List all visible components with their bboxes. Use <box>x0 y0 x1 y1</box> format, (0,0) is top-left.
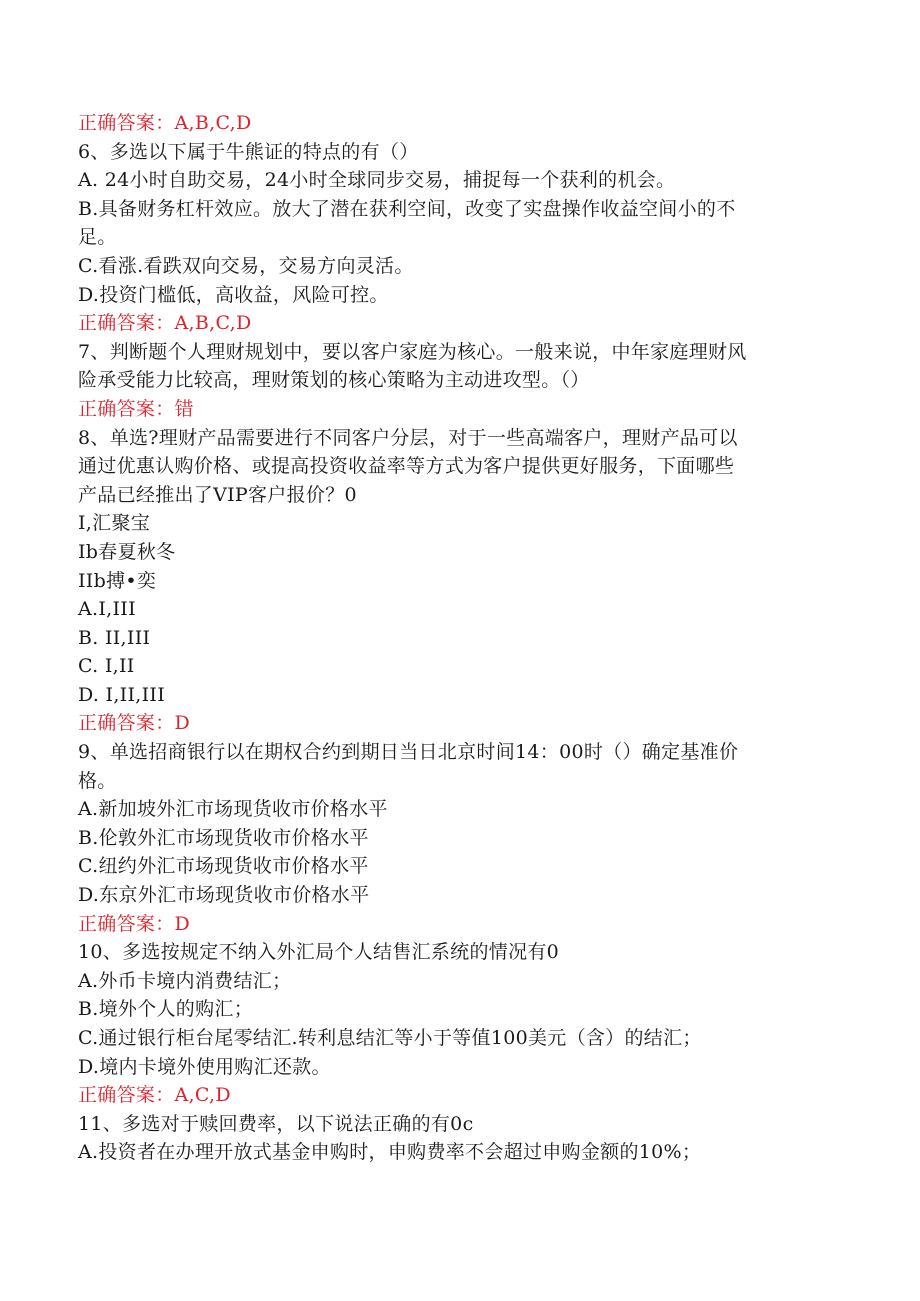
answer-value: A,B,C,D <box>174 312 252 335</box>
text-line: C.看涨.看跌双向交易，交易方向灵活。 <box>78 254 414 277</box>
text-line: 9、单选招商银行以在期权合约到期日当日北京时间14：00时（）确定基准价 <box>78 741 739 764</box>
answer-label: 正确答案： <box>78 1084 175 1107</box>
text-line: I,汇聚宝 <box>78 512 151 535</box>
text-line: C. I,II <box>78 655 135 678</box>
text-line: A. 24小时自助交易，24小时全球同步交易，捕捉每一个获利的机会。 <box>78 169 676 192</box>
answer-value: A,B,C,D <box>174 112 252 134</box>
text-line: 10、多选按规定不纳入外汇局个人结售汇系统的情况有0 <box>78 941 560 964</box>
text-line: D. I,II,III <box>78 683 166 706</box>
text-line: 通过优惠认购价格、或提高投资收益率等方式为客户提供更好服务，下面哪些 <box>78 455 735 478</box>
answer-label: 正确答案： <box>78 312 175 335</box>
answer-line <box>78 309 838 338</box>
answer-label: 正确答案： <box>78 397 175 420</box>
answer-line <box>78 910 838 939</box>
text-line: D.投资门槛低，高收益，风险可控。 <box>78 283 389 306</box>
text-line: 6、多选以下属于牛熊证的特点的有（） <box>78 140 419 163</box>
answer-value: D <box>174 712 191 735</box>
text-line: 11、多选对于赎回费率，以下说法正确的有0c <box>78 1112 474 1135</box>
answer-line <box>78 1081 838 1110</box>
answer-label: 正确答案： <box>78 112 175 134</box>
answer-value: 错 <box>174 397 194 420</box>
text-line: B.伦敦外汇市场现货收市价格水平 <box>78 826 369 849</box>
text-line: D.境内卡境外使用购汇还款。 <box>78 1055 331 1078</box>
answer-label: 正确答案： <box>78 912 175 935</box>
text-line: D.东京外汇市场现货收市价格水平 <box>78 884 370 907</box>
text-line: A.投资者在办理开放式基金申购时，申购费率不会超过申购金额的10%； <box>78 1141 702 1164</box>
text-line: A.新加坡外汇市场现货收市价格水平 <box>78 798 388 821</box>
answer-line <box>78 709 838 738</box>
text-line: A.I,III <box>78 598 136 621</box>
text-line: A.外币卡境内消费结汇； <box>78 969 292 992</box>
text-line: 格。 <box>78 769 117 792</box>
text-line: C.通过银行柜台尾零结汇.转利息结汇等小于等值100美元（含）的结汇； <box>78 1027 702 1049</box>
answer-label: 正确答案： <box>78 712 175 735</box>
answer-value: D <box>174 912 191 935</box>
answer-value: A,C,D <box>174 1084 231 1107</box>
text-line: IIb搏•奕 <box>78 569 157 592</box>
text-line: B. II,III <box>78 626 151 649</box>
text-line: 7、判断题个人理财规划中，要以客户家庭为核心。一般来说，中年家庭理财风 <box>78 340 747 363</box>
text-line: 足。 <box>78 226 117 249</box>
text-line: Ib春夏秋冬 <box>78 540 176 563</box>
text-line: B.具备财务杠杆效应。放大了潜在获利空间，改变了实盘操作收益空间小的不 <box>78 197 736 220</box>
text-line: 险承受能力比较高，理财策划的核心策略为主动进攻型。（） <box>78 369 590 392</box>
text-line: B.境外个人的购汇； <box>78 998 254 1021</box>
answer-line <box>78 395 838 424</box>
answer-line <box>78 109 838 138</box>
text-line: 8、单选?理财产品需要进行不同客户分层，对于一些高端客户，理财产品可以 <box>78 426 738 449</box>
text-line: C.纽约外汇市场现货收市价格水平 <box>78 855 369 878</box>
document-page <box>78 109 838 1167</box>
text-line: 产品已经推出了VIP客户报价？0 <box>78 483 357 506</box>
